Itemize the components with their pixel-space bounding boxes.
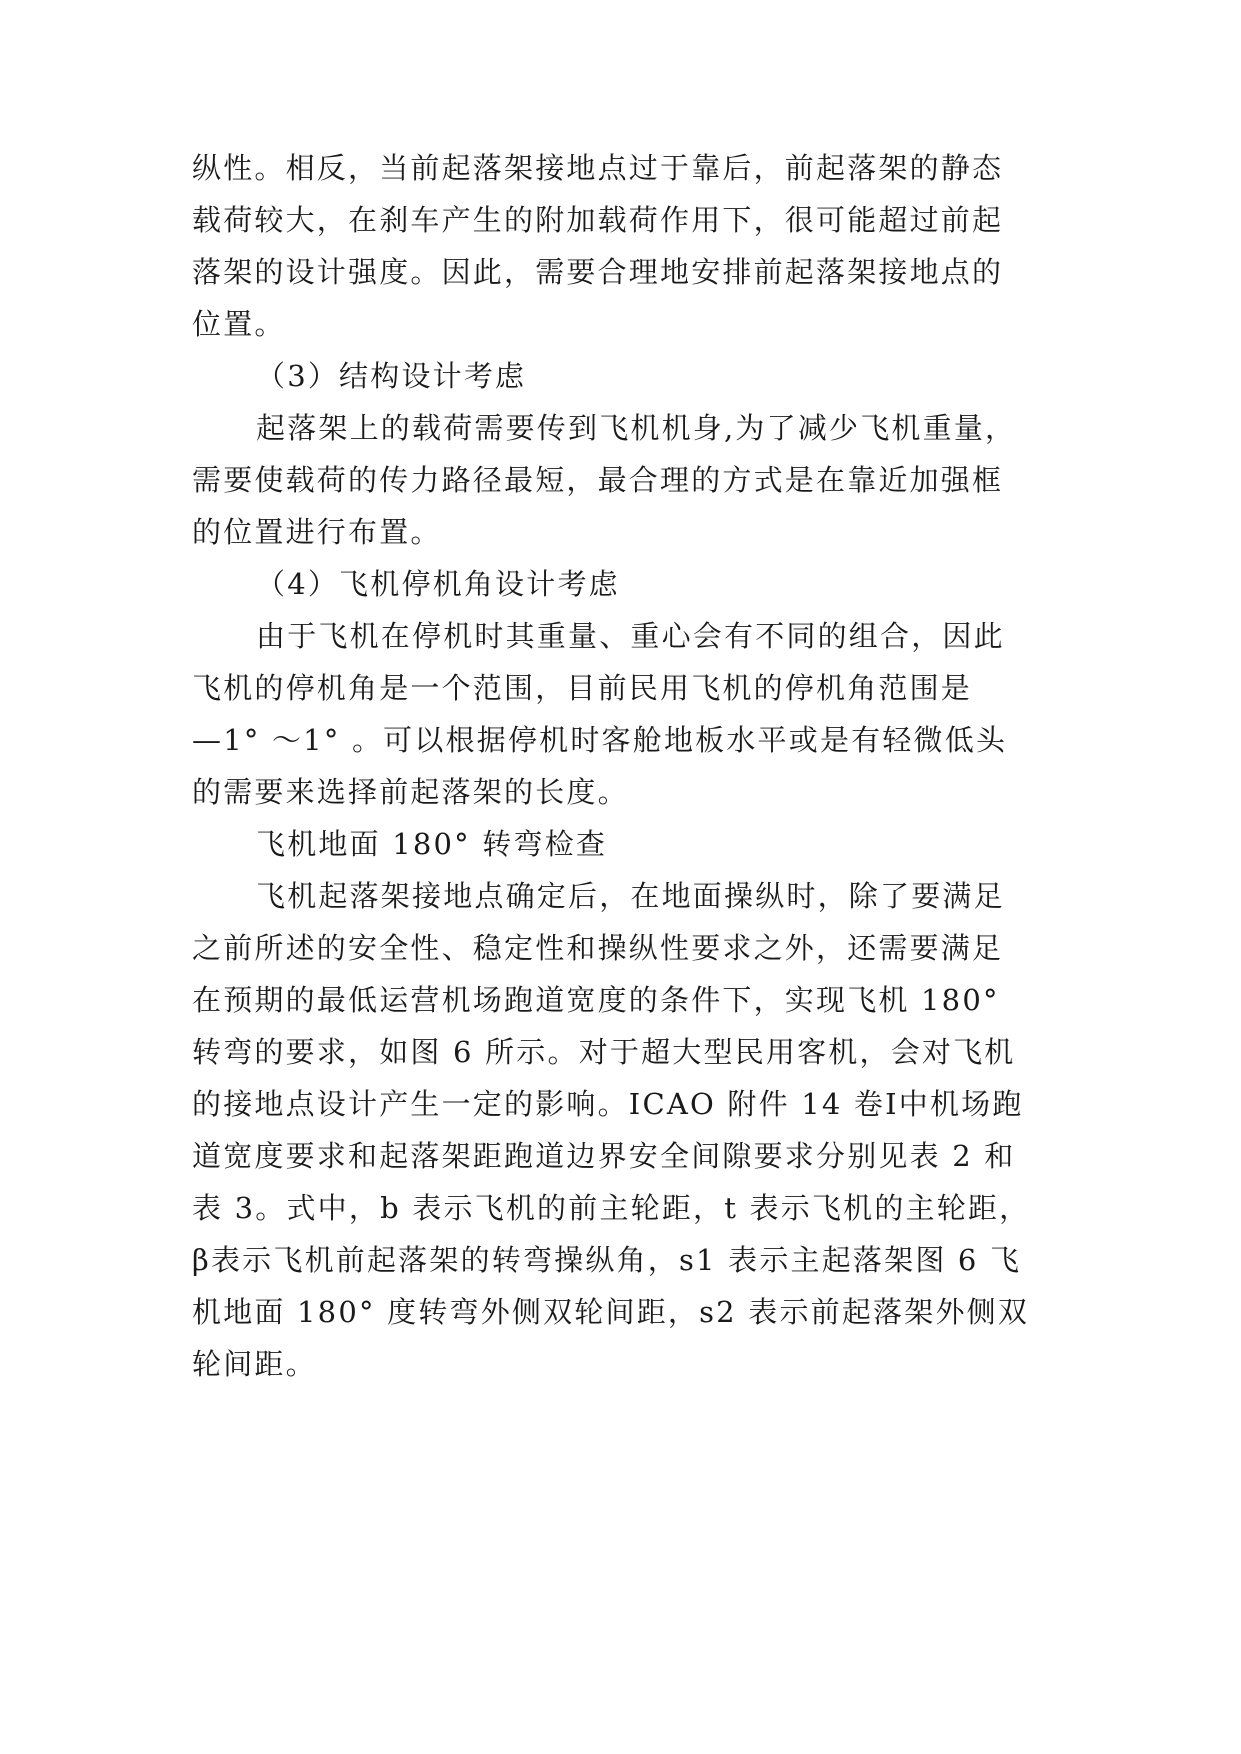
paragraph-line: 转弯的要求，如图 6 所示。对于超大型民用客机，会对飞机 [192, 1035, 1016, 1069]
paragraph-line: 的位置进行布置。 [192, 515, 442, 549]
paragraph-line: 飞机的停机角是一个范围，目前民用飞机的停机角范围是 [192, 671, 973, 705]
paragraph-line: 机地面 180° 度转弯外侧双轮间距，s2 表示前起落架外侧双 [192, 1295, 1030, 1329]
paragraph-line: 的接地点设计产生一定的影响。ICAO 附件 14 卷Ⅰ中机场跑 [192, 1087, 1024, 1121]
paragraph-line: 由于飞机在停机时其重量、重心会有不同的组合，因此 [256, 619, 1005, 653]
section-heading: （3）结构设计考虑 [256, 359, 527, 393]
paragraph-line: 起落架上的载荷需要传到飞机机身,为了减少飞机重量， [256, 411, 1017, 445]
paragraph-line: 位置。 [192, 307, 286, 341]
paragraph-line: β表示飞机前起落架的转弯操纵角，s1 表示主起落架图 6 飞 [192, 1243, 1022, 1277]
paragraph-line: —1° ～1° 。可以根据停机时客舱地板水平或是有轻微低头 [192, 723, 1008, 757]
paragraph-line: 轮间距。 [192, 1347, 317, 1381]
paragraph-line: 的需要来选择前起落架的长度。 [192, 775, 629, 809]
paragraph-line: 在预期的最低运营机场跑道宽度的条件下，实现飞机 180° [192, 983, 1000, 1017]
paragraph-line: 载荷较大，在刹车产生的附加载荷作用下，很可能超过前起 [192, 203, 1004, 237]
paragraph-line: 需要使载荷的传力路径最短，最合理的方式是在靠近加强框 [192, 463, 1004, 497]
paragraph-line: 表 3。式中，b 表示飞机的前主轮距，t 表示飞机的主轮距， [192, 1191, 1031, 1225]
paragraph-line: 道宽度要求和起落架距跑道边界安全间隙要求分别见表 2 和 [192, 1139, 1016, 1173]
paragraph-line: 飞机起落架接地点确定后，在地面操纵时，除了要满足 [256, 879, 1005, 913]
section-heading: 飞机地面 180° 转弯检查 [256, 827, 608, 861]
section-heading: （4）飞机停机角设计考虑 [256, 567, 620, 601]
paragraph-line: 纵性。相反，当前起落架接地点过于靠后，前起落架的静态 [192, 151, 1004, 185]
paragraph-line: 落架的设计强度。因此，需要合理地安排前起落架接地点的 [192, 255, 1004, 289]
paragraph-line: 之前所述的安全性、稳定性和操纵性要求之外，还需要满足 [192, 931, 1004, 965]
